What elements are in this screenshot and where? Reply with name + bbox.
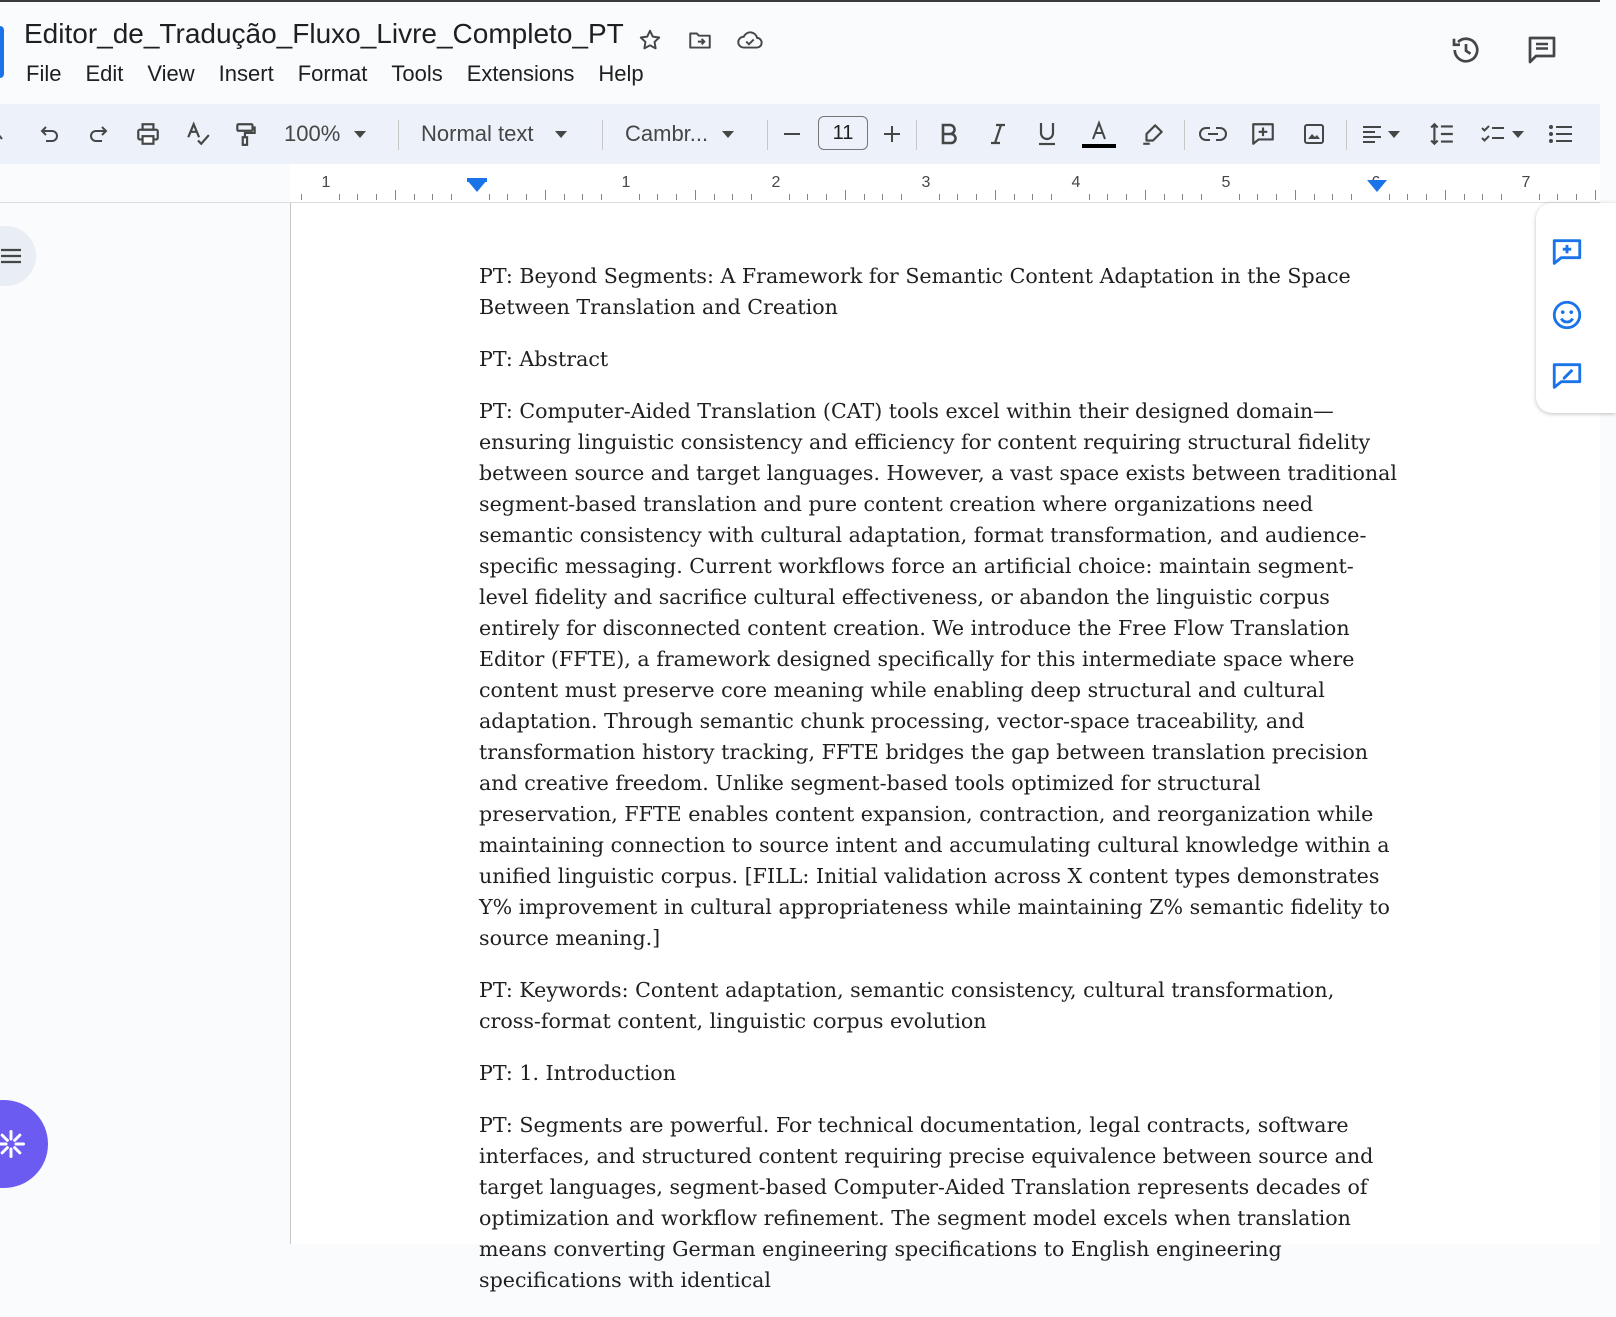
zoom-value: 100% <box>284 121 341 146</box>
ruler-tick <box>1464 194 1465 200</box>
ruler-tick <box>789 194 790 200</box>
ruler-tick <box>1107 194 1108 200</box>
menu-file[interactable]: File <box>26 61 62 86</box>
ruler-tick <box>395 190 396 200</box>
bulleted-list-icon[interactable] <box>1548 104 1578 164</box>
ruler-label: 5 <box>1221 174 1231 191</box>
divider <box>767 120 768 150</box>
ruler-tick <box>1501 194 1502 200</box>
ruler-tick <box>882 194 883 200</box>
ruler-tick <box>1182 194 1183 200</box>
undo-icon[interactable] <box>34 104 64 164</box>
ruler-tick <box>1539 194 1540 200</box>
bold-icon[interactable] <box>936 104 962 164</box>
ruler-tick <box>545 190 546 200</box>
menu-help[interactable]: Help <box>598 61 644 86</box>
ruler-tick <box>1257 194 1258 200</box>
line-spacing-icon[interactable] <box>1427 104 1457 164</box>
ruler-tick <box>507 194 508 200</box>
ruler-tick <box>695 190 696 200</box>
divider <box>398 120 399 150</box>
ruler-tick <box>1595 190 1596 200</box>
italic-icon[interactable] <box>985 104 1011 164</box>
ruler-tick <box>957 194 958 200</box>
ruler-tick <box>301 194 302 200</box>
menu-edit[interactable]: Edit <box>85 61 124 86</box>
menu-extensions[interactable]: Extensions <box>466 61 575 86</box>
keywords-paragraph: PT: Keywords: Content adaptation, semantic consistency, cultural transformation, cross-format content, linguistic corpus evolution <box>479 978 1335 1033</box>
ruler-tick <box>1389 194 1390 200</box>
docs-logo-icon[interactable] <box>0 26 4 78</box>
canvas-margin <box>0 203 290 1244</box>
ruler-label: 1 <box>621 174 631 191</box>
version-history-icon[interactable] <box>1446 30 1486 70</box>
document-page[interactable] <box>291 203 1600 1292</box>
ruler-tick <box>657 194 658 200</box>
ruler-tick <box>601 194 602 200</box>
chevron-down-icon <box>354 131 366 138</box>
ruler-tick <box>1295 190 1296 200</box>
document-title[interactable]: Editor_de_Tradução_Fluxo_Livre_Completo_PT <box>24 18 624 49</box>
ruler-tick <box>1164 194 1165 200</box>
ruler-tick <box>845 190 846 200</box>
paper-title: PT: Beyond Segments: A Framework for Semantic Content Adaptation in the Space Between Translation and Creation <box>479 264 1351 319</box>
chevron-down-icon <box>1512 131 1524 138</box>
side-panel <box>1536 203 1616 413</box>
ruler-tick <box>1145 190 1146 200</box>
paragraph-style-value: Normal text <box>421 121 534 146</box>
font-family-select[interactable] <box>625 104 755 164</box>
ruler-tick <box>1126 194 1127 200</box>
decrease-font-icon[interactable] <box>780 104 804 164</box>
search-icon[interactable] <box>0 104 12 164</box>
menu-format[interactable]: Format <box>297 61 368 86</box>
chevron-down-icon <box>722 131 734 138</box>
checklist-icon[interactable] <box>1480 104 1534 164</box>
spellcheck-icon[interactable] <box>183 104 213 164</box>
introduction-paragraph: PT: Segments are powerful. For technical documentation, legal contracts, software interfaces, and structured content requiring precise equivalence between source and target languages, segment-based Computer-Aided Translation represents decades of optimization and workflow refinement. The segment model excels when translation means converting German engineering specifications to English engineering specifications with identical <box>479 1113 1374 1292</box>
ruler-tick <box>1426 194 1427 200</box>
abstract-paragraph: PT: Computer-Aided Translation (CAT) tools excel within their designed domain—ensuring linguistic consistency and efficiency for content requiring structural fidelity between source and target languages. However, a vast space exists between traditional segment-based translation and pure content creation where organizations need semantic consistency with cultural adaptation, format transformation, and audience-specific messaging. Current workflows force an artificial choice: maintain segment-level fidelity and sacrifice cultural effectiveness, or abandon the linguistic corpus entirely for disconnected content creation. We introduce the Free Flow Translation Editor (FFTE), a framework designed specifically for this intermediate space where content must preserve core meaning while enabling deep structural and cultural adaptation. Through semantic chunk processing, vector-space traceability, and transformation history tracking, FFTE bridges the gap between translation precision and creative freedom. Unlike segment-based tools optimized for structural preservation, FFTE enables content expansion, contraction, and reorganization while maintaining connection to source intent and accumulating cultural knowledge within a unified linguistic corpus. [FILL: Initial validation across X content types demonstrates Y% improvement in cultural appropriateness while maintaining Z% semantic fidelity to source meaning.] <box>479 399 1397 950</box>
introduction-heading: PT: 1. Introduction <box>479 1061 676 1085</box>
document-body[interactable] <box>479 261 1399 1317</box>
menu-view[interactable]: View <box>147 61 195 86</box>
ruler-label: 3 <box>921 174 931 191</box>
ruler-tick <box>939 194 940 200</box>
cloud-saved-icon[interactable] <box>736 26 764 54</box>
link-icon[interactable] <box>1198 104 1228 164</box>
ruler-label: 1 <box>321 174 331 191</box>
ruler-tick <box>976 194 977 200</box>
ruler-tick <box>1445 190 1446 200</box>
ruler-tick <box>1239 194 1240 200</box>
ruler[interactable] <box>0 164 1600 203</box>
chevron-down-icon <box>555 131 567 138</box>
ruler-tick <box>1314 194 1315 200</box>
ruler-tick <box>807 194 808 200</box>
ruler-tick <box>1201 194 1202 200</box>
ruler-tick <box>751 194 752 200</box>
ruler-tick <box>1089 194 1090 200</box>
star-icon[interactable] <box>636 26 664 54</box>
text-color-icon[interactable] <box>1082 104 1116 164</box>
abstract-heading: PT: Abstract <box>479 347 609 371</box>
emoji-icon[interactable] <box>1550 298 1584 332</box>
ruler-tick <box>1014 194 1015 200</box>
increase-font-icon[interactable] <box>880 104 904 164</box>
ruler-tick <box>1576 194 1577 200</box>
title-actions <box>636 26 764 54</box>
toolbar <box>0 104 1600 164</box>
chevron-down-icon <box>1388 131 1400 138</box>
ruler-tick <box>357 194 358 200</box>
ruler-label: 4 <box>1071 174 1081 191</box>
ruler-tick <box>901 194 902 200</box>
print-icon[interactable] <box>133 104 163 164</box>
font-family-value: Cambr... <box>625 121 709 146</box>
ruler-tick <box>1351 194 1352 200</box>
chat-icon[interactable] <box>1550 235 1584 269</box>
ruler-tick <box>1276 194 1277 200</box>
move-to-folder-icon[interactable] <box>686 26 714 54</box>
ruler-label: 2 <box>771 174 781 191</box>
ruler-tick <box>1407 194 1408 200</box>
header <box>0 2 1600 102</box>
divider <box>1346 120 1347 150</box>
redo-icon[interactable] <box>84 104 114 164</box>
ruler-tick <box>376 194 377 200</box>
ruler-tick <box>826 194 827 200</box>
edit-suggest-icon[interactable] <box>1550 359 1584 393</box>
comments-icon[interactable] <box>1522 30 1562 70</box>
menu-tools[interactable]: Tools <box>391 61 443 86</box>
ruler-tick <box>714 194 715 200</box>
ruler-label: 7 <box>1521 174 1531 191</box>
menu-insert[interactable]: Insert <box>218 61 274 86</box>
ruler-tick <box>732 194 733 200</box>
ruler-tick <box>432 194 433 200</box>
ruler-tick <box>1332 194 1333 200</box>
ruler-tick <box>414 194 415 200</box>
ruler-tick <box>451 194 452 200</box>
font-size-input[interactable]: 11 <box>818 116 868 150</box>
ruler-tick <box>1032 194 1033 200</box>
ruler-tick <box>639 194 640 200</box>
ruler-tick <box>1557 194 1558 200</box>
ruler-label: 6 <box>1371 174 1381 191</box>
left-indent-handle[interactable] <box>467 180 487 192</box>
add-comment-icon[interactable] <box>1248 104 1278 164</box>
paragraph-style-select[interactable] <box>421 104 586 164</box>
insert-image-icon[interactable] <box>1299 104 1329 164</box>
ruler-tick <box>1482 194 1483 200</box>
ruler-tick <box>564 194 565 200</box>
divider <box>602 120 603 150</box>
underline-icon[interactable] <box>1034 104 1060 164</box>
menu-bar <box>14 60 656 88</box>
divider <box>1184 120 1185 150</box>
align-icon[interactable] <box>1360 104 1408 164</box>
zoom-select[interactable] <box>284 104 384 164</box>
paint-format-icon[interactable] <box>231 104 261 164</box>
highlight-icon[interactable] <box>1139 104 1167 164</box>
ruler-tick <box>864 194 865 200</box>
ruler-tick <box>676 194 677 200</box>
ruler-tick <box>1051 194 1052 200</box>
ruler-tick <box>526 194 527 200</box>
right-indent-handle[interactable] <box>1367 180 1387 192</box>
ruler-tick <box>489 194 490 200</box>
ruler-tick <box>339 194 340 200</box>
ruler-tick <box>582 194 583 200</box>
ruler-tick <box>995 190 996 200</box>
divider <box>916 120 917 150</box>
